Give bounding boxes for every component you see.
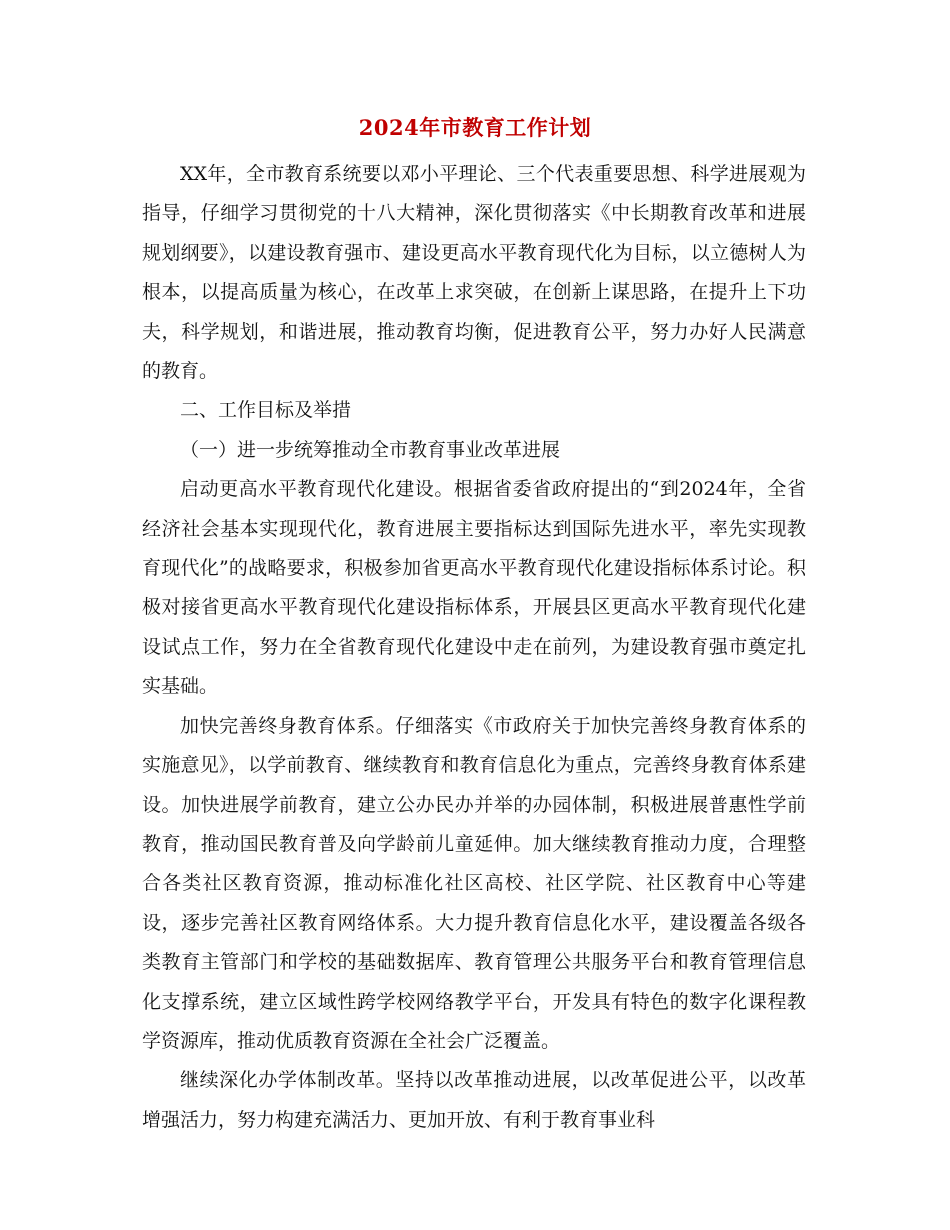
paragraph-modernization: 启动更高水平教育现代化建设。根据省委省政府提出的“到2024年，全省经济社会基本实现现代化，教育进展主要指标达到国际先进水平，率先实现教育现代化”的战略要求，积极参加省更高水平教育现代化建设指标体系讨论。积极对接省更高水平教育现代化建设指标体系，开展县区更高水平教育现代化建设试点工作，努力在全省教育现代化建设中走在前列，为建设教育强市奠定扎实基础。	[142, 478, 806, 698]
paragraph-school-reform: 继续深化办学体制改革。坚持以改革推动进展，以改革促进公平，以改革增强活力，努力构建充满活力、更加开放、有利于教育事业科	[142, 1069, 806, 1131]
paragraph-lifelong-education: 加快完善终身教育体系。仔细落实《市政府关于加快完善终身教育体系的实施意见》，以学前教育、继续教育和教育信息化为重点，完善终身教育体系建设。加快进展学前教育，建立公办民办并举的办园体制，积极进展普惠性学前教育，推动国民教育普及向学龄前儿童延伸。加大继续教育推动力度，合理整合各类社区教育资源，推动标准化社区高校、社区学院、社区教育中心等建设，逐步完善社区教育网络体系。大力提升教育信息化水平，建设覆盖各级各类教育主管部门和学校的基础数据库、教育管理公共服务平台和教育管理信息化支撑系统，建立区域性跨学校网络教学平台，开发具有特色的数字化课程教学资源库，推动优质教育资源在全社会广泛覆盖。	[142, 714, 806, 1052]
subsection-heading-1: （一）进一步统筹推动全市教育事业改革进展	[180, 438, 561, 461]
paragraph-intro: XX年，全市教育系统要以邓小平理论、三个代表重要思想、科学进展观为指导，仔细学习贯彻党的十八大精神，深化贯彻落实《中长期教育改革和进展规划纲要》，以建设教育强市、建设更高水平教育现代化为目标，以立德树人为根本，以提高质量为核心，在改革上求突破，在创新上谋思路，在提升上下功夫，科学规划，和谐进展，推动教育均衡，促进教育公平，努力办好人民满意的教育。	[142, 163, 806, 383]
section-heading-goals: 二、工作目标及举措	[180, 399, 352, 422]
document-title: 2024年市教育工作计划	[358, 115, 592, 140]
document-body	[142, 155, 806, 1140]
